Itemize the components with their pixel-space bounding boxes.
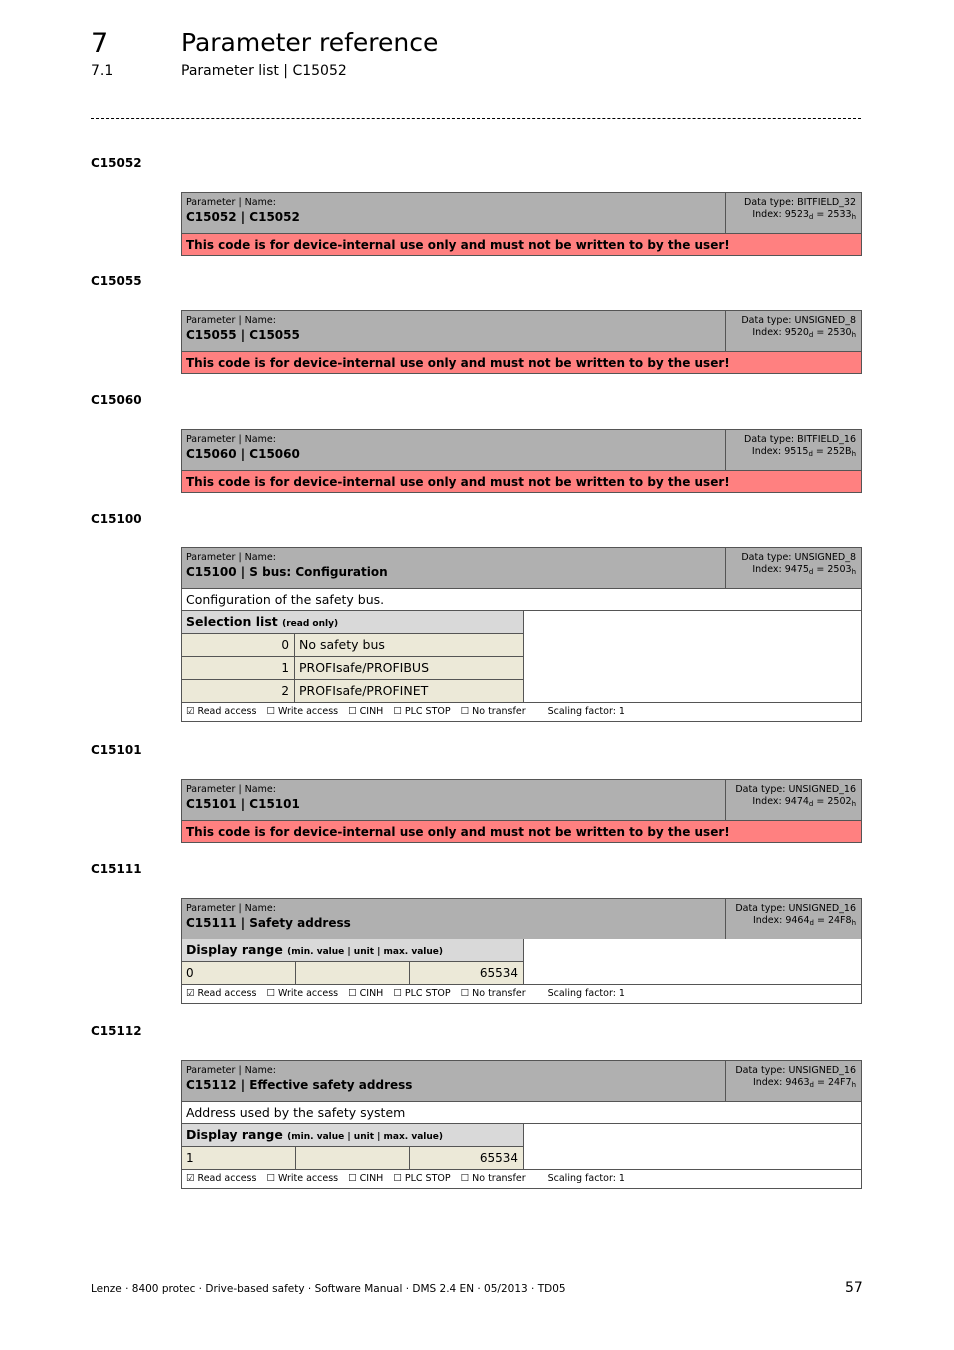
range-unit (296, 1147, 410, 1169)
display-range-note: (min. value | unit | max. value) (287, 1132, 444, 1142)
list-item (182, 656, 523, 679)
display-range-note: (min. value | unit | max. value) (287, 947, 444, 957)
param-name: C15112 | Effective safety address (186, 1078, 413, 1092)
selection-label: PROFIsafe/PROFIBUS (295, 657, 523, 679)
param-table-c15111 (181, 898, 862, 1004)
index-hex: 24F8 (827, 915, 852, 926)
param-table-c15101 (181, 779, 862, 843)
param-description: Address used by the safety system (182, 1101, 861, 1123)
param-name-label: Parameter | Name: (186, 903, 276, 914)
data-type: BITFIELD_32 (797, 197, 856, 208)
write-access: ☐ Write access (266, 1173, 339, 1184)
display-range-header (182, 1124, 523, 1146)
param-name: C15060 | C15060 (186, 447, 300, 461)
param-type-info: Data type: UNSIGNED_8 Index: $9520_d = 2530_h$ (725, 311, 861, 351)
header-divider (91, 118, 861, 119)
data-type-label: Data type: (735, 903, 789, 914)
access-row (182, 984, 861, 1003)
range-block (182, 939, 861, 984)
data-type: UNSIGNED_16 (788, 903, 856, 914)
data-type: UNSIGNED_16 (788, 784, 856, 795)
param-type-info: Data type: UNSIGNED_16 Index: $9463_d = 24F7_h$ (725, 1061, 861, 1101)
data-type: UNSIGNED_8 (794, 552, 856, 563)
index-decimal: 9520 (784, 327, 809, 338)
param-header (182, 780, 861, 820)
index-decimal: 9474 (784, 796, 809, 807)
section-label-c15111: C15111 (91, 862, 142, 876)
chapter-number: 7 (91, 28, 109, 59)
index-label: Index: (752, 327, 785, 338)
param-name-label: Parameter | Name: (186, 434, 276, 445)
param-name-label: Parameter | Name: (186, 552, 276, 563)
range-max: 65534 (479, 1151, 518, 1165)
data-type-label: Data type: (735, 784, 789, 795)
param-header (182, 548, 861, 588)
selection-label: PROFIsafe/PROFINET (295, 680, 523, 702)
range-row (182, 1146, 523, 1169)
param-table-c15112 (181, 1060, 862, 1189)
param-name: C15052 | C15052 (186, 210, 300, 224)
param-type-info: Data type: UNSIGNED_8 Index: $9475_d = 2503_h$ (725, 548, 861, 588)
section-label-c15112: C15112 (91, 1024, 142, 1038)
index-label: Index: (752, 915, 786, 926)
param-table-c15052 (181, 192, 862, 256)
no-transfer-flag: ☐ No transfer (460, 1173, 526, 1184)
warning-row: This code is for device-internal use only and must not be written to by the user! (182, 820, 861, 842)
footer-text: Lenze · 8400 protec · Drive-based safety · Software Manual · DMS 2.4 EN · 05/2013 · TD05 (91, 1283, 566, 1295)
index-hex: 252B (826, 446, 852, 457)
data-type-label: Data type: (735, 1065, 789, 1076)
data-type-label: Data type: (741, 552, 795, 563)
range-unit (296, 962, 410, 984)
plc-stop-flag: ☐ PLC STOP (393, 1173, 451, 1184)
warning-row: This code is for device-internal use only and must not be written to by the user! (182, 351, 861, 373)
data-type: UNSIGNED_16 (788, 1065, 856, 1076)
param-name: C15101 | C15101 (186, 797, 300, 811)
index-decimal: 9523 (784, 209, 809, 220)
range-max: 65534 (479, 966, 518, 980)
section-label-c15060: C15060 (91, 393, 142, 407)
range-row (182, 961, 523, 984)
param-header (182, 430, 861, 470)
cinh-flag: ☐ CINH (348, 706, 384, 717)
section-label-c15101: C15101 (91, 743, 142, 757)
param-name-label: Parameter | Name: (186, 1065, 276, 1076)
param-name: C15100 | S bus: Configuration (186, 565, 388, 579)
section-label-c15055: C15055 (91, 274, 142, 288)
index-label: Index: (752, 564, 785, 575)
param-type-info: Data type: BITFIELD_16 Index: $9515_d = 252B_h$ (725, 430, 861, 470)
index-hex: 24F7 (827, 1077, 852, 1088)
range-min: 1 (182, 1147, 296, 1169)
access-row (182, 702, 861, 721)
access-row (182, 1169, 861, 1188)
section-label-c15052: C15052 (91, 156, 142, 170)
data-type-label: Data type: (744, 197, 798, 208)
selection-list-note: (read only) (282, 619, 339, 629)
write-access: ☐ Write access (266, 706, 339, 717)
param-type-info: Data type: UNSIGNED_16 Index: $9474_d = 2502_h$ (725, 780, 861, 820)
warning-row: This code is for device-internal use only and must not be written to by the user! (182, 233, 861, 255)
section-number: 7.1 (91, 63, 114, 79)
param-table-c15055 (181, 310, 862, 374)
param-name-label: Parameter | Name: (186, 197, 276, 208)
read-access: ☑ Read access (186, 706, 257, 717)
param-name: C15055 | C15055 (186, 328, 300, 342)
param-table-c15100 (181, 547, 862, 722)
index-label: Index: (752, 796, 785, 807)
index-decimal: 9464 (785, 915, 810, 926)
param-header (182, 899, 861, 939)
param-name-label: Parameter | Name: (186, 784, 276, 795)
index-label: Index: (751, 446, 785, 457)
range-block (182, 1123, 861, 1169)
index-hex: 2533 (827, 209, 852, 220)
param-table-c15060 (181, 429, 862, 493)
index-label: Index: (752, 209, 785, 220)
param-header (182, 311, 861, 351)
selection-list-header (182, 611, 523, 633)
display-range-header (182, 939, 523, 961)
index-hex: 2502 (827, 796, 852, 807)
param-header (182, 1061, 861, 1101)
scaling-factor: Scaling factor: 1 (547, 1173, 625, 1184)
index-label: Index: (752, 1077, 786, 1088)
selection-value: 2 (182, 680, 295, 702)
write-access: ☐ Write access (266, 988, 339, 999)
chapter-title: Parameter reference (181, 28, 439, 57)
index-decimal: 9515 (784, 446, 809, 457)
index-hex: 2530 (827, 327, 852, 338)
param-header (182, 193, 861, 233)
section-label-c15100: C15100 (91, 512, 142, 526)
display-range-title: Display range (186, 1127, 283, 1142)
param-type-info: Data type: UNSIGNED_16 Index: $9464_d = 24F8_h$ (725, 899, 861, 939)
no-transfer-flag: ☐ No transfer (460, 988, 526, 999)
warning-row: This code is for device-internal use only and must not be written to by the user! (182, 470, 861, 492)
data-type-label: Data type: (744, 434, 798, 445)
list-item (182, 633, 523, 656)
range-min: 0 (182, 962, 296, 984)
no-transfer-flag: ☐ No transfer (460, 706, 526, 717)
index-decimal: 9475 (784, 564, 809, 575)
display-range-title: Display range (186, 942, 283, 957)
selection-block (182, 610, 861, 702)
selection-value: 0 (182, 634, 295, 656)
param-type-info: Data type: BITFIELD_32 Index: $9523_d = 2533_h$ (725, 193, 861, 233)
data-type: UNSIGNED_8 (794, 315, 856, 326)
cinh-flag: ☐ CINH (348, 1173, 384, 1184)
index-decimal: 9463 (785, 1077, 810, 1088)
scaling-factor: Scaling factor: 1 (547, 988, 625, 999)
plc-stop-flag: ☐ PLC STOP (393, 988, 451, 999)
read-access: ☑ Read access (186, 988, 257, 999)
scaling-factor: Scaling factor: 1 (547, 706, 625, 717)
selection-label: No safety bus (295, 634, 523, 656)
data-type: BITFIELD_16 (797, 434, 856, 445)
read-access: ☑ Read access (186, 1173, 257, 1184)
param-description: Configuration of the safety bus. (182, 588, 861, 610)
param-name-label: Parameter | Name: (186, 315, 276, 326)
plc-stop-flag: ☐ PLC STOP (393, 706, 451, 717)
page-number: 57 (845, 1280, 863, 1296)
param-name: C15111 | Safety address (186, 916, 351, 930)
list-item (182, 679, 523, 702)
section-title: Parameter list | C15052 (181, 63, 347, 79)
index-hex: 2503 (827, 564, 852, 575)
selection-list-title: Selection list (186, 614, 278, 629)
selection-value: 1 (182, 657, 295, 679)
data-type-label: Data type: (741, 315, 795, 326)
cinh-flag: ☐ CINH (348, 988, 384, 999)
